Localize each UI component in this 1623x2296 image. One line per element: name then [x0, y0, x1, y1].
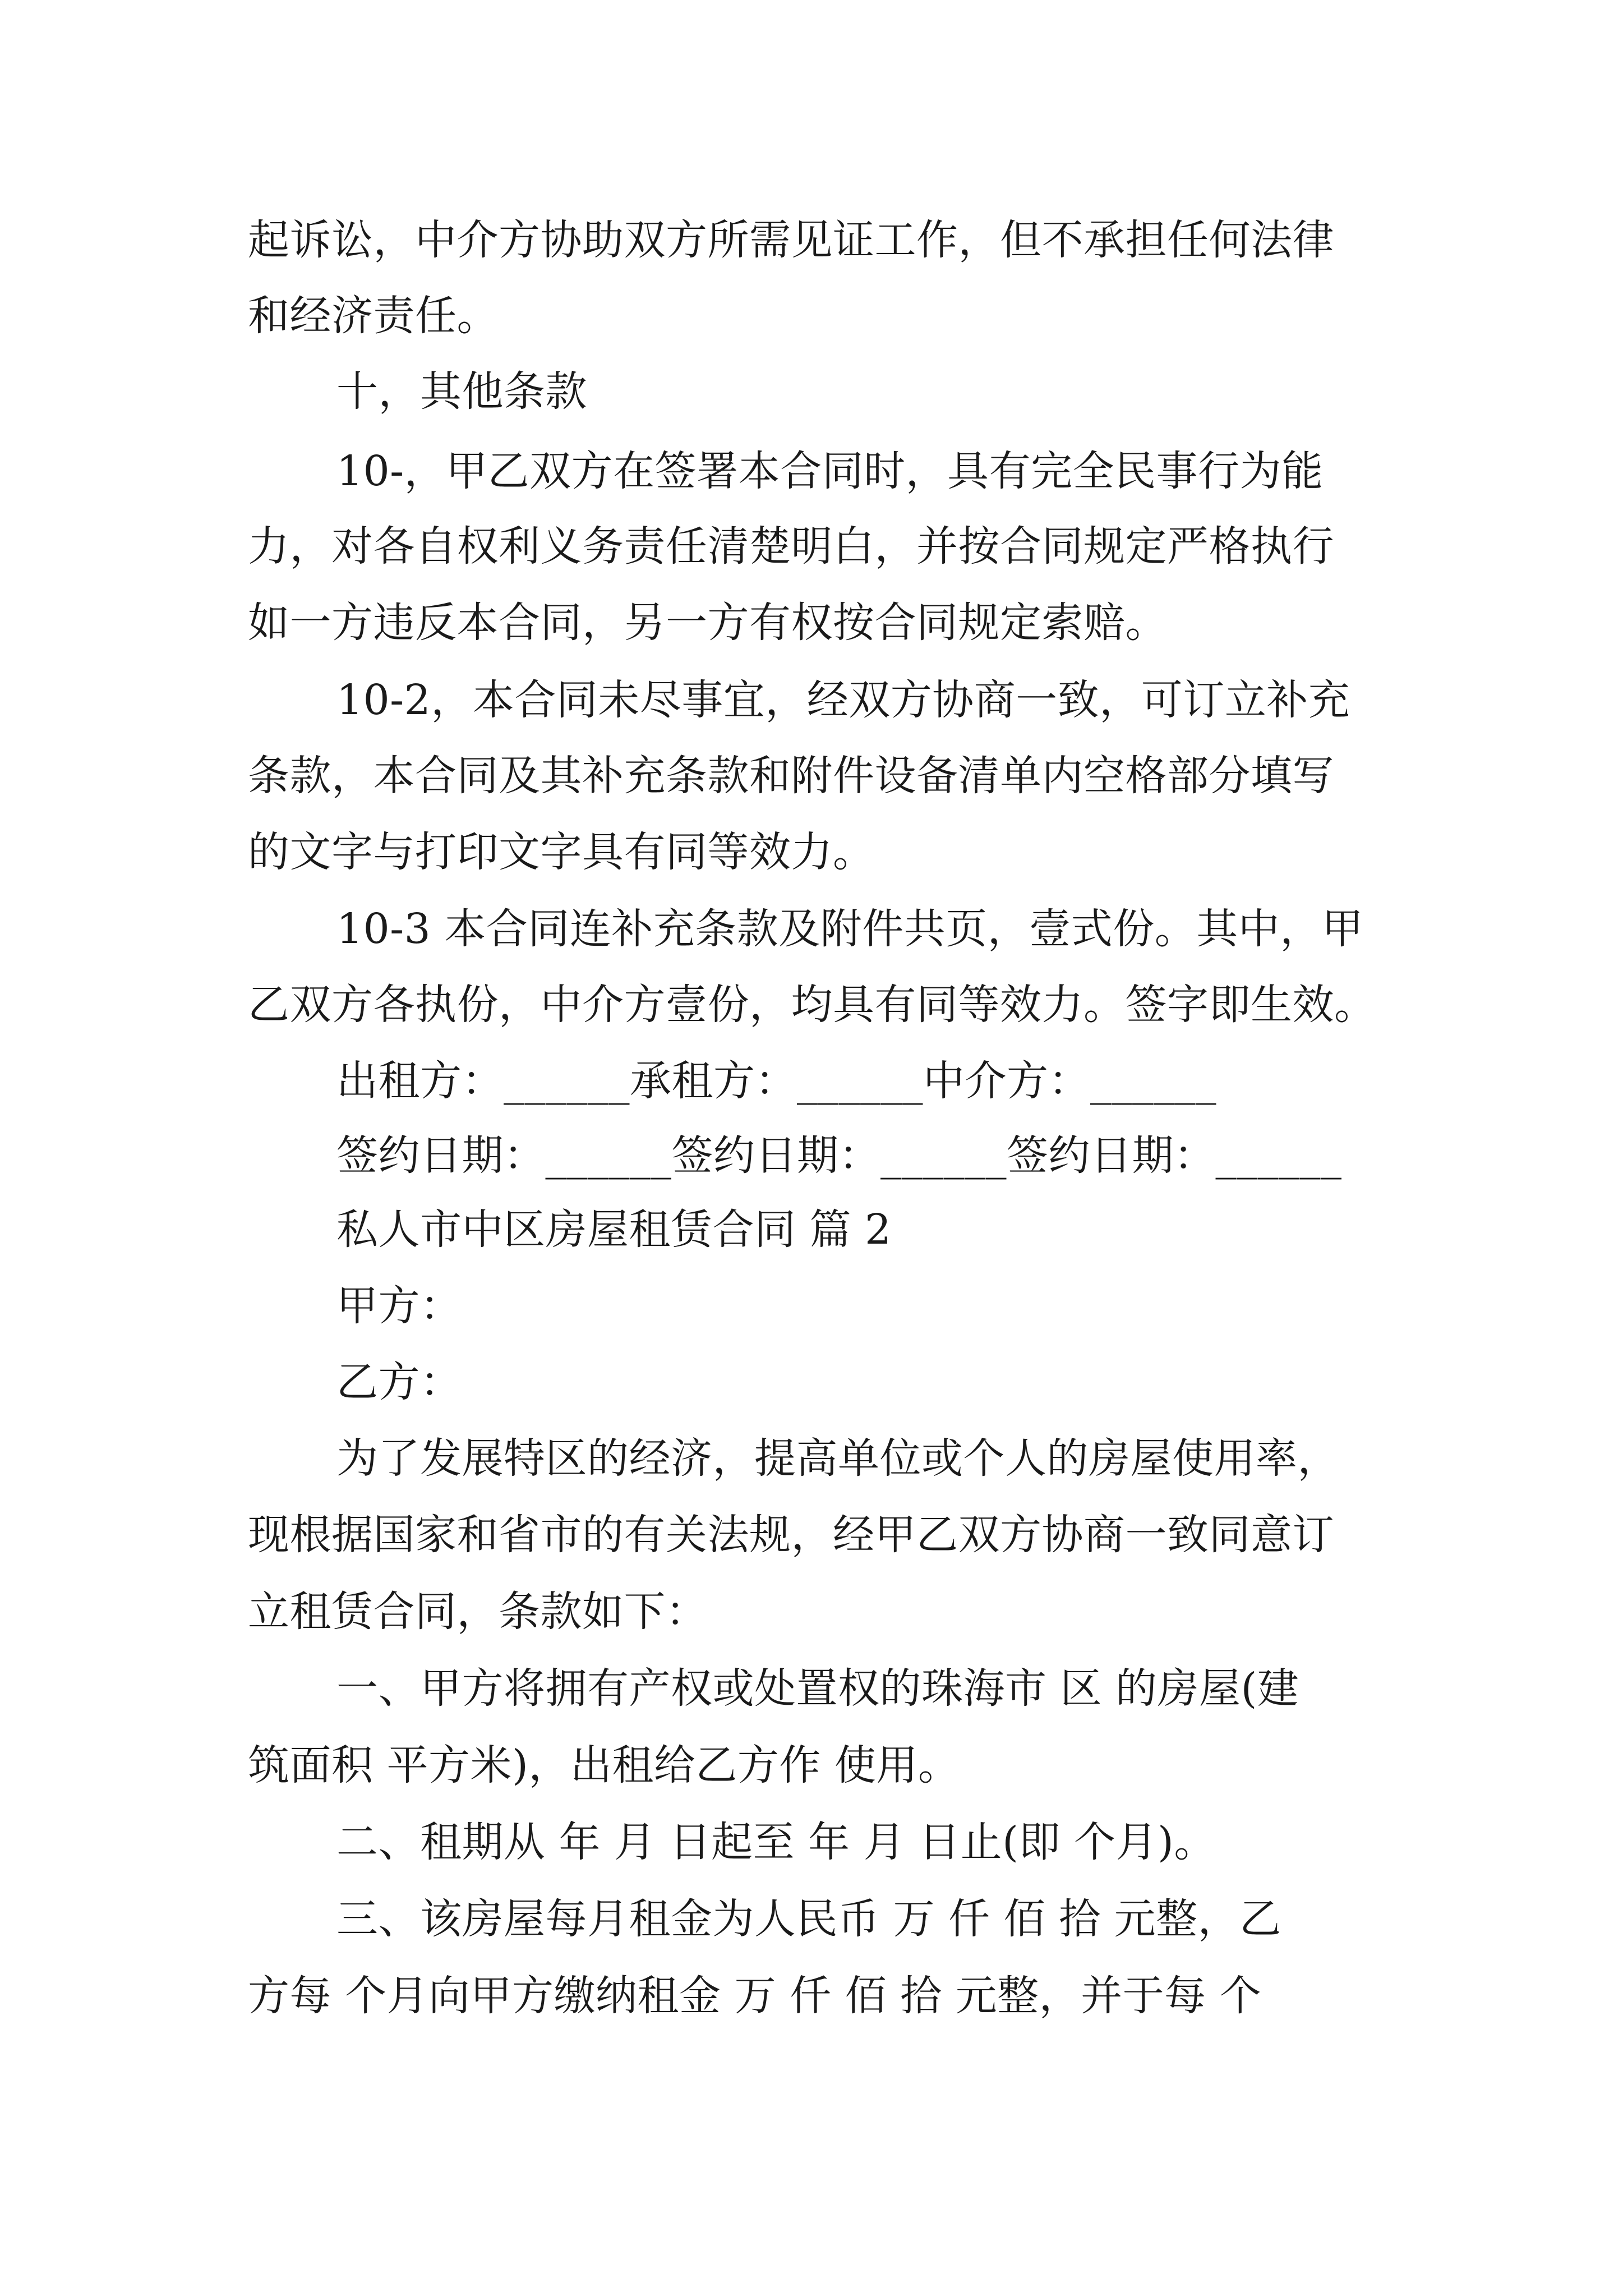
text-line: 现根据国家和省市的有关法规，经甲乙双方协商一致同意订	[248, 1511, 1334, 1559]
text-line: 和经济责任。	[248, 292, 499, 340]
section-heading: 十，其他条款	[336, 367, 587, 416]
text-line: 三、该房屋每月租金为人民币 万 仟 佰 拾 元整，乙	[336, 1895, 1281, 1943]
document-title: 私人市中区房屋租赁合同 篇 2	[336, 1205, 892, 1254]
text-line: 如一方违反本合同，另一方有权按合同规定索赔。	[248, 599, 1167, 647]
text-line: 条款，本合同及其补充条款和附件设备清单内空格部分填写	[248, 752, 1334, 800]
text-line: 方每 个月向甲方缴纳租金 万 仟 佰 拾 元整，并于每 个	[248, 1972, 1262, 2020]
text-line: 二、租期从 年 月 日起至 年 月 日止(即 个月)。	[336, 1818, 1216, 1866]
signature-dates-line: 签约日期：______签约日期：______签约日期：______	[336, 1131, 1342, 1180]
text-line: 一、甲方将拥有产权或处置权的珠海市 区 的房屋(建	[336, 1664, 1299, 1713]
signature-parties-line: 出租方：______承租方：______中介方：______	[336, 1057, 1216, 1105]
party-a-line: 甲方：	[336, 1282, 462, 1330]
text-line: 为了发展特区的经济，提高单位或个人的房屋使用率，	[336, 1434, 1339, 1483]
text-line: 筑面积 平方米)，出租给乙方作 使用。	[248, 1741, 960, 1789]
text-line: 的文字与打印文字具有同等效力。	[248, 828, 875, 876]
text-line: 10-3 本合同连补充条款及附件共页，壹式份。其中，甲	[336, 905, 1364, 953]
text-line: 力，对各自权利义务责任清楚明白，并按合同规定严格执行	[248, 522, 1334, 570]
text-line: 10-，甲乙双方在签署本合同时，具有完全民事行为能	[336, 447, 1324, 495]
text-line: 立租赁合同，条款如下：	[248, 1588, 708, 1636]
text-line: 10-2，本合同未尽事宜，经双方协商一致，可订立补充	[336, 676, 1350, 724]
party-b-line: 乙方：	[336, 1358, 462, 1406]
text-line: 乙双方各执份，中介方壹份，均具有同等效力。签字即生效。	[248, 981, 1376, 1029]
text-line: 起诉讼，中介方协助双方所需见证工作，但不承担任何法律	[248, 216, 1334, 264]
